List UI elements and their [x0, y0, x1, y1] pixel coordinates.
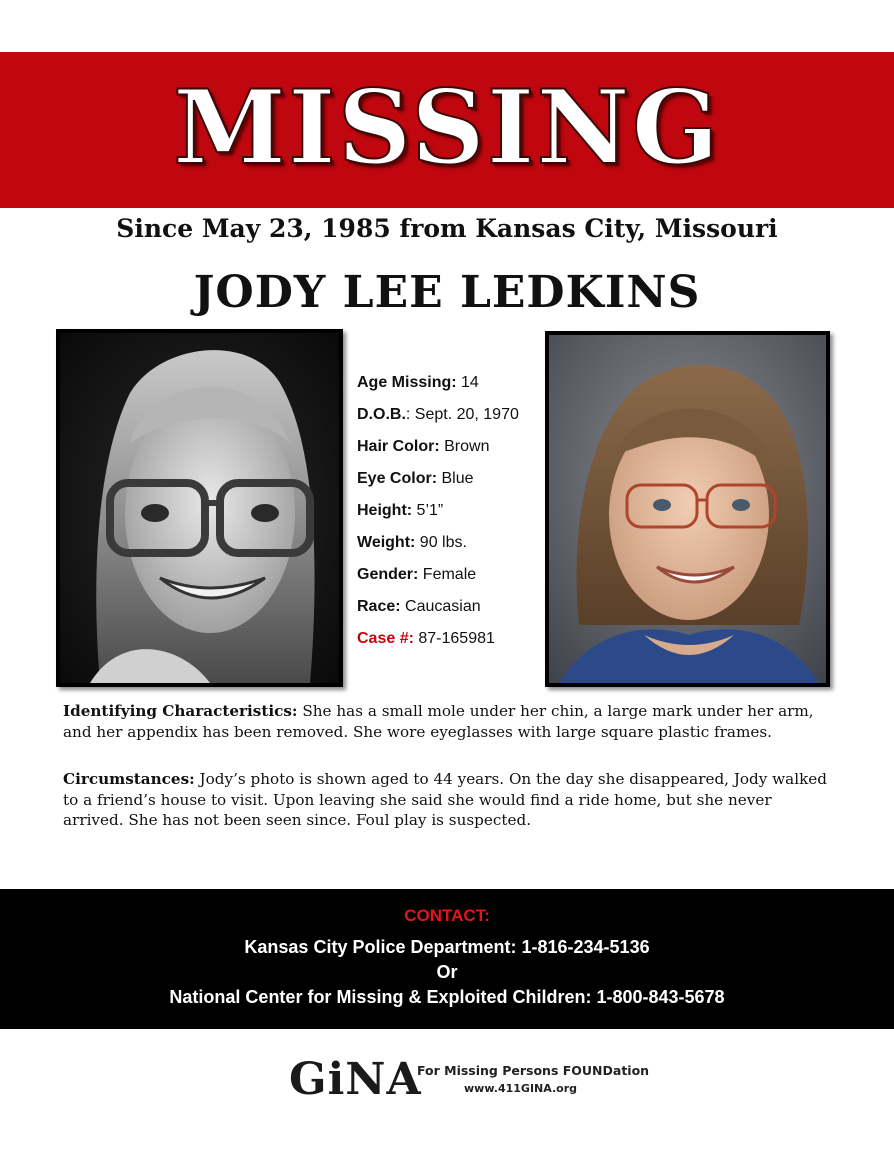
stat-label: Eye Color:	[357, 470, 438, 487]
stat-value: Caucasian	[400, 598, 481, 615]
identifying-characteristics	[63, 701, 833, 742]
stat-label: Age Missing:	[357, 374, 457, 391]
since-line: Since May 23, 1985 from Kansas City, Missouri	[116, 214, 778, 243]
contact-ncmec: National Center for Missing & Exploited Children: 1-800-843-5678	[169, 987, 725, 1007]
stats-list	[357, 367, 542, 655]
stat-label: D.O.B.	[357, 406, 406, 423]
stat-value: 90 lbs.	[415, 534, 467, 551]
stat-value: 5’1”	[412, 502, 444, 519]
circumstances	[63, 769, 833, 831]
stat-label: Weight:	[357, 534, 416, 551]
stat-case-number	[357, 623, 542, 655]
stat-height	[357, 495, 542, 527]
gina-url: www.411GINA.org	[464, 1082, 578, 1095]
age-progressed-photo-image	[549, 335, 826, 683]
contact-or: Or	[436, 962, 458, 982]
stat-value: : Sept. 20, 1970	[405, 406, 519, 423]
stat-hair-color	[357, 431, 542, 463]
stat-weight	[357, 527, 542, 559]
stat-race	[357, 591, 542, 623]
stat-gender	[357, 559, 542, 591]
stat-label: Hair Color:	[357, 438, 440, 455]
identifying-text: She has a small mole under her chin, a large mark under her arm, and her appendix has been removed. She wore eyeglasses with large square plastic frames.	[63, 702, 814, 741]
contact-police: Kansas City Police Department: 1-816-234-5136	[244, 937, 650, 957]
photo-age-progressed	[545, 331, 830, 687]
gina-logo: GiNA	[289, 1054, 422, 1105]
stat-dob	[357, 399, 542, 431]
stat-eye-color	[357, 463, 542, 495]
identifying-label: Identifying Characteristics:	[63, 702, 298, 720]
contact-heading: CONTACT:	[404, 906, 490, 925]
stat-label: Gender:	[357, 566, 419, 583]
missing-title: MISSING	[173, 68, 721, 188]
photo-childhood	[56, 329, 343, 687]
stat-age-missing	[357, 367, 542, 399]
stat-label: Race:	[357, 598, 401, 615]
circumstances-text: Jody’s photo is shown aged to 44 years. On the day she disappeared, Jody walked to a friend’s house to visit. Upon leaving she said she would find a ride home, but she never arrived. She has not been seen since. Foul play is suspected.	[63, 770, 828, 829]
stat-value: Blue	[437, 470, 474, 487]
circumstances-label: Circumstances:	[63, 770, 195, 788]
stat-value: Brown	[439, 438, 490, 455]
stat-label: Case #:	[357, 630, 414, 647]
childhood-photo-image	[60, 333, 339, 683]
gina-tagline: For Missing Persons FOUNDation	[417, 1063, 650, 1078]
stat-value: 87-165981	[413, 630, 495, 647]
stat-label: Height:	[357, 502, 413, 519]
person-name: JODY LEE LEDKINS	[193, 267, 701, 318]
stat-value: 14	[456, 374, 479, 391]
stat-value: Female	[418, 566, 477, 583]
